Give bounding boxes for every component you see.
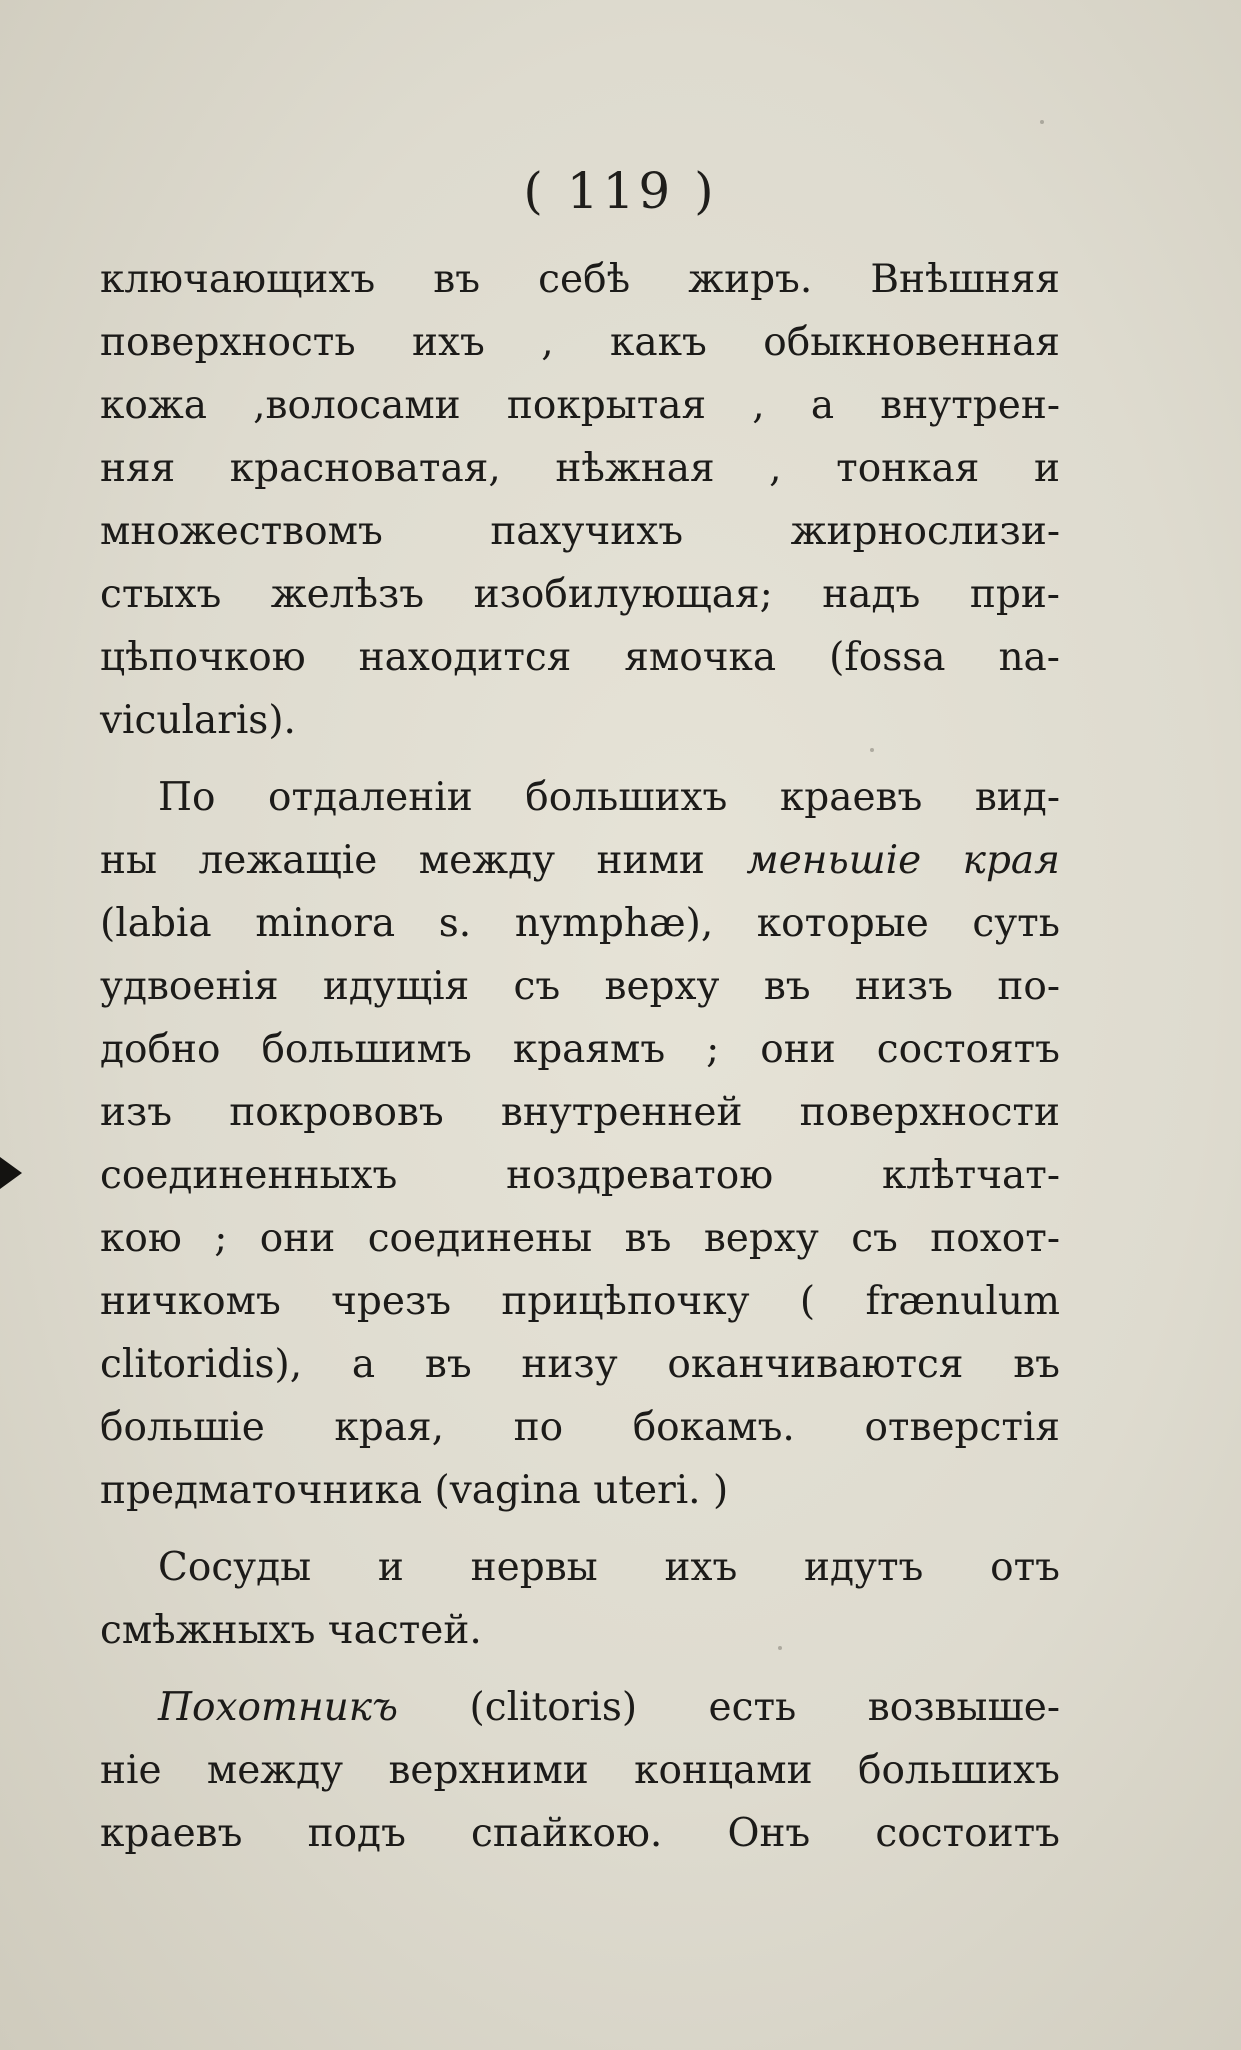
text-line: цѣпочкою находится ямочка (fossa na- <box>100 635 1060 680</box>
text-line: (labia minora s. nymphæ), которые суть <box>100 901 1060 946</box>
text-line: множествомъ пахучихъ жирнослизи- <box>100 509 1060 554</box>
text-line: предматочника (vagina uteri. ) <box>100 1468 729 1513</box>
text-line-with-emphasis <box>100 829 1060 892</box>
text-line: кою ; они соединены въ верху съ похот- <box>100 1216 1060 1261</box>
text-line: изъ покрововъ внутренней поверхности <box>100 1090 1060 1135</box>
text-line: ничкомъ чрезъ прицѣпочку ( frænulum <box>100 1279 1060 1324</box>
text-line: соединенныхъ ноздреватою клѣтчат- <box>100 1153 1060 1198</box>
text-line: vicularis). <box>100 698 296 743</box>
italic-term: меньшіе края <box>746 838 1061 883</box>
text-line: удвоенія идущія съ верху въ низъ по- <box>100 964 1060 1009</box>
text-line: кожа ,волосами покрытая , а внутрен- <box>100 383 1060 428</box>
italic-term: Похотникъ <box>158 1685 399 1730</box>
text-line: clitoridis), а въ низу оканчиваются въ <box>100 1342 1060 1387</box>
text-segment: (clitoris) есть возвыше- <box>469 1685 1060 1730</box>
text-line: ніе между верхними концами большихъ <box>100 1748 1060 1793</box>
text-line: ключающихъ въ себѣ жиръ. Внѣшняя <box>100 257 1060 302</box>
text-line-with-emphasis <box>100 1676 1060 1739</box>
text-line: краевъ подъ спайкою. Онъ состоитъ <box>100 1811 1060 1856</box>
text-line: добно большимъ краямъ ; они состоятъ <box>100 1027 1060 1072</box>
text-line: большіе края, по бокамъ. отверстія <box>100 1405 1060 1450</box>
text-line: Сосуды и нервы ихъ идутъ отъ <box>158 1545 1060 1590</box>
paper-speck <box>1040 120 1044 124</box>
text-segment: ны лежащіе между ними <box>100 838 705 883</box>
text-line: По отдаленіи большихъ краевъ вид- <box>158 775 1060 820</box>
page-number: ( 119 ) <box>523 162 718 220</box>
margin-arrow-icon <box>0 1157 22 1189</box>
body-text <box>100 248 1060 1865</box>
text-line: няя красноватая, нѣжная , тонкая и <box>100 446 1060 491</box>
text-line: стыхъ желѣзъ изобилующая; надъ при- <box>100 572 1060 617</box>
text-line: поверхность ихъ , какъ обыкновенная <box>100 320 1060 365</box>
text-line: смѣжныхъ частей. <box>100 1608 482 1653</box>
